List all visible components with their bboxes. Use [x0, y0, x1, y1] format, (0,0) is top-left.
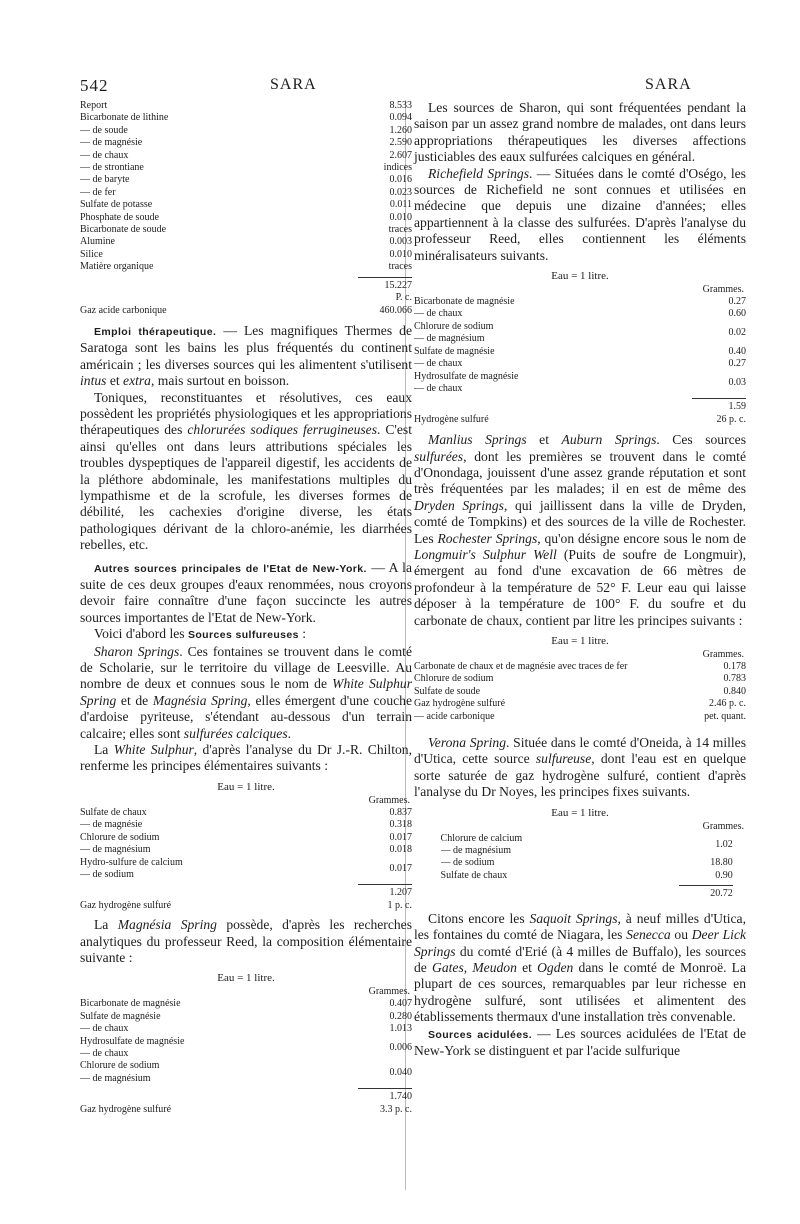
group-label: Chlorure de calcium: [440, 832, 523, 844]
italic-run: extra: [123, 373, 151, 389]
table-label: Sulfate de soude: [414, 685, 481, 697]
table-label: Gaz hydrogène sulfuré: [414, 698, 506, 710]
table-value: 0.40: [728, 345, 746, 357]
table-value: 0.840: [723, 685, 746, 697]
table-row: [80, 125, 412, 137]
italic-run: sulfurées: [414, 448, 464, 464]
table-row: [80, 137, 412, 149]
italic-run: chlorurées sodiques ferrugineuses: [187, 422, 377, 438]
table-label: — de chaux: [80, 1023, 129, 1035]
richefield-table: [414, 296, 746, 395]
group-value: 0.017: [389, 862, 412, 874]
eau-caption: Eau = 1 litre.: [217, 972, 275, 985]
text-run: , d'après l'analyse du Dr J.-R. Chilton, renferme les principes élémentaires suivants :: [80, 742, 412, 774]
magnesia-table: [80, 998, 412, 1035]
paragraph: [80, 560, 412, 627]
total-value: 15.227: [384, 279, 412, 291]
text-run: et: [516, 959, 538, 975]
italic-run: White Sulphur Spring: [80, 676, 412, 708]
table-value: 0.27: [728, 296, 746, 308]
gas-label: Gaz hydrogène sulfuré: [80, 1103, 172, 1115]
table-value: 0.094: [389, 112, 412, 124]
units-label: Grammes.: [368, 986, 410, 998]
text-run: dans le comté de Monroë. La plupart de ces sources, remarquables par leur richesse en hydrogène sulfuré, sont utilisées et alimentent des établissements thermaux d'une installation très convenable.: [414, 959, 747, 1025]
table-row: [80, 162, 412, 174]
text-run: . Située dans le comté d'Oneida, à 14 milles d'Utica, cette source: [414, 735, 746, 767]
table-row: [80, 212, 412, 224]
table-value: 8.533: [389, 100, 412, 111]
text-run: :: [298, 626, 307, 642]
group-label: — de magnésium: [80, 1072, 151, 1084]
group-label: — de chaux: [414, 382, 463, 394]
table-row: [414, 711, 746, 723]
table-label: Matière organique: [80, 261, 154, 273]
table-value: 0.016: [389, 174, 412, 186]
text-run: La: [94, 917, 118, 933]
running-header: [70, 76, 760, 96]
rochester-table: [414, 661, 746, 723]
gas-value: 460.066: [379, 304, 412, 316]
table-row: [80, 844, 412, 856]
total-rule: [358, 277, 412, 278]
text-run: . C'est ainsi qu'elles ont dans leurs attributions spéciales les troubles dyspeptiques de l'appareil digestif, les accidents de la pléthore abdominale, les manifestations multiples du lympathisme et de la scrofule, les diverses formes de débilité, les cachexies d'origine diverse, les états pathologiques dérivant de la chloro-anémie, les diarrhées rebelles, etc.: [80, 422, 412, 553]
total-value: 1.207: [389, 887, 412, 899]
table-row: [80, 807, 412, 819]
paragraph: [80, 626, 412, 643]
italic-run: Saquoit Springs: [529, 910, 618, 926]
unit-label: P. c.: [395, 292, 412, 304]
text-run: ou: [670, 927, 692, 943]
table-row: [80, 832, 412, 844]
verona-table: [441, 833, 733, 883]
group-label: — de chaux: [80, 1047, 129, 1059]
text-run: — Les sources acidulées de l'Etat de New-York se distinguent et par l'acide sulfurique: [414, 1025, 746, 1058]
total-rule: [692, 398, 746, 399]
table-label: — de chaux: [80, 149, 129, 161]
italic-run: Gates: [432, 959, 464, 975]
running-title-right: SARA: [645, 76, 692, 93]
table-label: — de chaux: [414, 308, 463, 320]
table-label: Report: [80, 100, 108, 111]
table-value: 0.318: [389, 819, 412, 831]
table-label: Sulfate de magnésie: [80, 1010, 161, 1022]
text-run: — Les magnifiques Thermes de Saratoga sont les bains les plus fréquentés du continent américain ; les diverses sources qui les alimentent s'utilisent: [80, 322, 412, 372]
text-run: et de: [116, 692, 153, 708]
italic-run: Longmuir's Sulphur Well: [414, 546, 557, 562]
paragraph: [80, 390, 412, 554]
table-label: Alumine: [80, 236, 115, 248]
run-in-heading: Autres sources principales de l'Etat de New-York.: [94, 562, 367, 575]
table-value: traces: [388, 261, 412, 273]
table-total: [80, 887, 412, 912]
table-label: — de magnésie: [80, 819, 143, 831]
table-value: 0.27: [728, 358, 746, 370]
italic-run: Auburn Springs: [561, 432, 657, 448]
italic-run: Verona Spring: [428, 735, 506, 751]
table-value: 0.178: [723, 661, 746, 672]
paragraph: [80, 323, 412, 390]
text-run: Toniques, reconstituantes et résolutives, ces eaux possèdent les propriétés physiologiques et les appropriations thérapeutiques des: [80, 389, 412, 438]
table-label: Sulfate de potasse: [80, 199, 153, 211]
total-value: 1.59: [728, 401, 746, 413]
group-value: 0.02: [728, 327, 746, 339]
text-run: Voici d'abord les: [94, 626, 188, 642]
total-rule: [679, 885, 733, 886]
table-label: Carbonate de chaux et de magnésie avec traces de fer: [414, 661, 628, 672]
inline-heading: Sources sulfureuses: [187, 629, 299, 642]
total-value: 20.72: [710, 888, 733, 900]
text-run: . Ces fontaines se trouvent dans le comté de Scholarie, sur le territoire du village de Leesville. Au nombre de deux et connues sous le nom de: [80, 643, 412, 692]
text-run: . — Situées dans le comté d'Oségo, les sources de Richefield ne sont connues et utilisées en médecine que depuis une dizaine d'années; elles appartiennent à la classe des sulfurées. D'après l'analyse du professeur Reed, elles contiennent les éléments minéralisateurs suivants.: [414, 165, 746, 263]
table-value: 0.023: [389, 186, 412, 198]
text-run: Citons encore les: [428, 910, 530, 926]
italic-run: Meudon: [472, 959, 517, 975]
paragraph: [414, 100, 746, 166]
table-value: traces: [388, 224, 412, 236]
text-run: .: [287, 725, 292, 741]
table-row: [80, 261, 412, 273]
table-value: 2.607: [389, 149, 412, 161]
text-run: et: [526, 432, 562, 448]
units-label: Grammes.: [368, 794, 410, 806]
table-label: Bicarbonate de lithine: [80, 112, 169, 124]
text-run: , qu'on désigne encore sous le nom de: [537, 530, 746, 546]
group-label: — de magnésium: [440, 845, 512, 857]
paragraph: [414, 735, 746, 801]
italic-run: sulfurées calciques: [183, 725, 288, 741]
text-run: , mais surtout en boisson.: [150, 373, 290, 389]
text-run: Les sources de Sharon, qui sont fréquentées pendant la saison par un assez grand nombre de malades, ont dans leurs appropriations thérapeutiques les diverses affections justiciables des eaux sulfurées calciques en général.: [414, 100, 746, 165]
table-label: — de chaux: [414, 358, 463, 370]
group-label: Hydrosulfate de magnésie: [80, 1035, 185, 1047]
table-value: 0.017: [389, 831, 412, 843]
table-row: [80, 1011, 412, 1023]
group-label: — de magnésium: [414, 333, 485, 345]
italic-run: Richefield Springs: [428, 165, 529, 181]
eau-caption: Eau = 1 litre.: [551, 635, 609, 647]
gas-label: Gaz hydrogène sulfuré: [80, 899, 172, 911]
gas-label: Gaz acide carbonique: [80, 304, 167, 316]
paragraph: [414, 166, 746, 264]
table-label: — de baryte: [80, 174, 130, 186]
table-row: [414, 698, 746, 710]
paragraph: [80, 644, 412, 742]
italic-run: Magnésia Spring: [117, 917, 217, 933]
table-label: Sulfate de chaux: [80, 806, 147, 818]
text-run: , à neuf milles d'Utica, les fontaines du comté de Niagara, les: [414, 910, 746, 943]
paragraph: [414, 911, 746, 1026]
total-rule: [358, 884, 412, 885]
table-value: 0.783: [723, 673, 746, 685]
paragraph: [414, 1026, 746, 1060]
gas-value: 26 p. c.: [716, 413, 746, 425]
italic-run: Manlius Springs: [428, 432, 527, 448]
text-run: — A la suite de ces deux groupes d'eaux renommées, nous croyons devoir faire connaître d'une façon succincte les autres sources importantes de l'Etat de New-York.: [80, 559, 412, 625]
table-total: [414, 401, 746, 426]
text-run: , qui jaillissent dans la ville de Dryden, comté de Tompkins) et des sources de la ville de Rochester. Les: [414, 497, 746, 546]
group-value: 0.03: [728, 376, 746, 388]
right-column: [414, 100, 746, 1059]
table-row: [80, 224, 412, 236]
units-label: Grammes.: [702, 649, 744, 660]
table-row: [80, 998, 412, 1010]
gas-label: Hydrogène sulfuré: [414, 413, 489, 425]
table-row: [80, 236, 412, 248]
group-label: Hydrosulfate de magnésie: [414, 370, 519, 382]
gas-value: 1 p. c.: [387, 899, 412, 911]
units-label: Grammes.: [702, 284, 744, 296]
table-label: — de magnésie: [80, 137, 143, 149]
table-value: 2.590: [389, 137, 412, 149]
paragraph: [414, 432, 746, 629]
table-value: 0.018: [389, 844, 412, 856]
italic-run: sulfureuse: [535, 751, 592, 767]
table-label: Sulfate de magnésie: [414, 345, 495, 357]
table-label: — de strontiane: [80, 162, 144, 174]
table-value: indices: [383, 162, 412, 174]
table-row: [80, 187, 412, 199]
table-row: [80, 174, 412, 186]
mineral-table-continued: [80, 100, 412, 274]
table-label: — de sodium: [440, 857, 495, 869]
table-label: — de soude: [80, 124, 128, 136]
table-value: 0.837: [389, 806, 412, 818]
grouped-row: [80, 1036, 412, 1086]
table-row: [80, 819, 412, 831]
table-value: 1.013: [389, 1023, 412, 1035]
italic-run: Senecca: [626, 927, 671, 943]
table-value: 0.003: [389, 236, 412, 248]
italic-run: White Sulphur: [113, 742, 194, 758]
table-value: 1.260: [389, 124, 412, 136]
left-column: [80, 100, 412, 1116]
text-run: du comté d'Erié (à 4 milles de Buffalo), les sources de: [414, 943, 746, 975]
text-run: (Puits de soufre de Longmuir), émergent au fond d'une excavation de 66 mètres de profondeur à la température de 52° F. Leur eau qui laisse déposer à la température de 100° F. du soufre et du carbonate de chaux, contient par litre les principes suivants :: [414, 546, 746, 628]
table-value: 0.010: [389, 248, 412, 260]
text-run: , dont les premières se trouvent dans le comté d'Onondaga, jouissent d'une assez grande réputation et sont très fréquentées par les malades; il en est de même des: [414, 448, 746, 497]
table-value: 2.46 p. c.: [709, 698, 746, 710]
page-number: 542: [80, 76, 109, 95]
table-value: pet. quant.: [704, 710, 746, 722]
run-in-heading: Emploi thérapeutique.: [94, 325, 217, 338]
text-run: possède, d'après les recherches analytiques du professeur Reed, la composition élémentaire suivante :: [80, 917, 412, 965]
group-label: Chlorure de sodium: [80, 1060, 160, 1072]
table-total: [80, 1091, 412, 1116]
table-label: Bicarbonate de soude: [80, 224, 167, 236]
table-row: [80, 100, 412, 112]
grouped-row: [80, 857, 412, 882]
text-run: ,: [463, 959, 473, 975]
group-value: 0.006: [389, 1041, 412, 1053]
group-value: 1.02: [715, 838, 733, 850]
eau-caption: Eau = 1 litre.: [551, 270, 609, 283]
table-value: 0.60: [728, 308, 746, 320]
text-run: , dont l'eau est en quelque sorte saturée de gaz hydrogène sulfuré, contient d'après l'analyse du Dr Noyes, les principes fixes suivants.: [414, 751, 746, 800]
table-value: 0.010: [389, 211, 412, 223]
table-row: [80, 1023, 412, 1035]
total-rule: [358, 1088, 412, 1089]
table-value: 0.011: [389, 199, 412, 211]
table-row: [80, 150, 412, 162]
table-label: Chlorure de sodium: [80, 831, 160, 843]
table-value: 18.80: [710, 857, 733, 869]
table-label: — de fer: [80, 186, 116, 198]
text-run: , elles émergent d'une couche d'ardoise pyriteuse, s'étendant au-dessous d'un terrain calcaire; elles sont: [80, 692, 413, 741]
table-row: [80, 249, 412, 261]
italic-run: Deer Lick Springs: [414, 927, 747, 959]
table-row: [80, 112, 412, 124]
text-run: La: [94, 742, 114, 758]
table-label: Bicarbonate de magnésie: [80, 998, 181, 1010]
table-row: [414, 673, 746, 685]
group-value: 0.040: [389, 1066, 412, 1078]
table-label: Chlorure de sodium: [414, 673, 494, 685]
table-label: — de magnésium: [80, 844, 151, 856]
eau-caption: Eau = 1 litre.: [217, 780, 275, 793]
table-total: [414, 888, 733, 900]
eau-caption: Eau = 1 litre.: [551, 806, 609, 819]
italic-run: Sharon Springs: [94, 643, 180, 659]
units-label: Grammes.: [702, 820, 744, 832]
running-title-left: SARA: [270, 76, 317, 93]
table-value: 0.90: [715, 869, 733, 881]
table-value: 0.407: [389, 998, 412, 1010]
total-value: 1.740: [389, 1091, 412, 1103]
paragraph: [80, 742, 412, 775]
table-row: [414, 686, 746, 698]
group-label: Hydro-sulfure de calcium: [80, 856, 183, 868]
table-row: [80, 199, 412, 211]
italic-run: intus: [80, 373, 107, 389]
paragraph: [80, 917, 412, 966]
table-label: Bicarbonate de magnésie: [414, 296, 515, 308]
table-label: Sulfate de chaux: [440, 869, 508, 881]
table-value: 0.280: [389, 1010, 412, 1022]
text-run: et: [106, 373, 124, 389]
gas-value: 3.3 p. c.: [380, 1103, 412, 1115]
table-label: Phosphate de soude: [80, 211, 159, 223]
table-label: Silice: [80, 248, 103, 260]
italic-run: Dryden Springs: [414, 497, 504, 513]
group-label: — de sodium: [80, 868, 134, 880]
white-sulphur-table: [80, 807, 412, 857]
text-run: . Ces sources: [656, 432, 746, 448]
italic-run: Ogden: [537, 959, 574, 975]
run-in-heading: Sources acidulées.: [428, 1028, 533, 1041]
group-label: Chlorure de sodium: [414, 320, 494, 332]
table-label: — acide carbonique: [414, 710, 495, 722]
table-total: [80, 280, 412, 317]
italic-run: Rochester Springs: [437, 530, 538, 546]
italic-run: Magnésia Spring: [152, 692, 248, 708]
table-row: [414, 661, 746, 673]
